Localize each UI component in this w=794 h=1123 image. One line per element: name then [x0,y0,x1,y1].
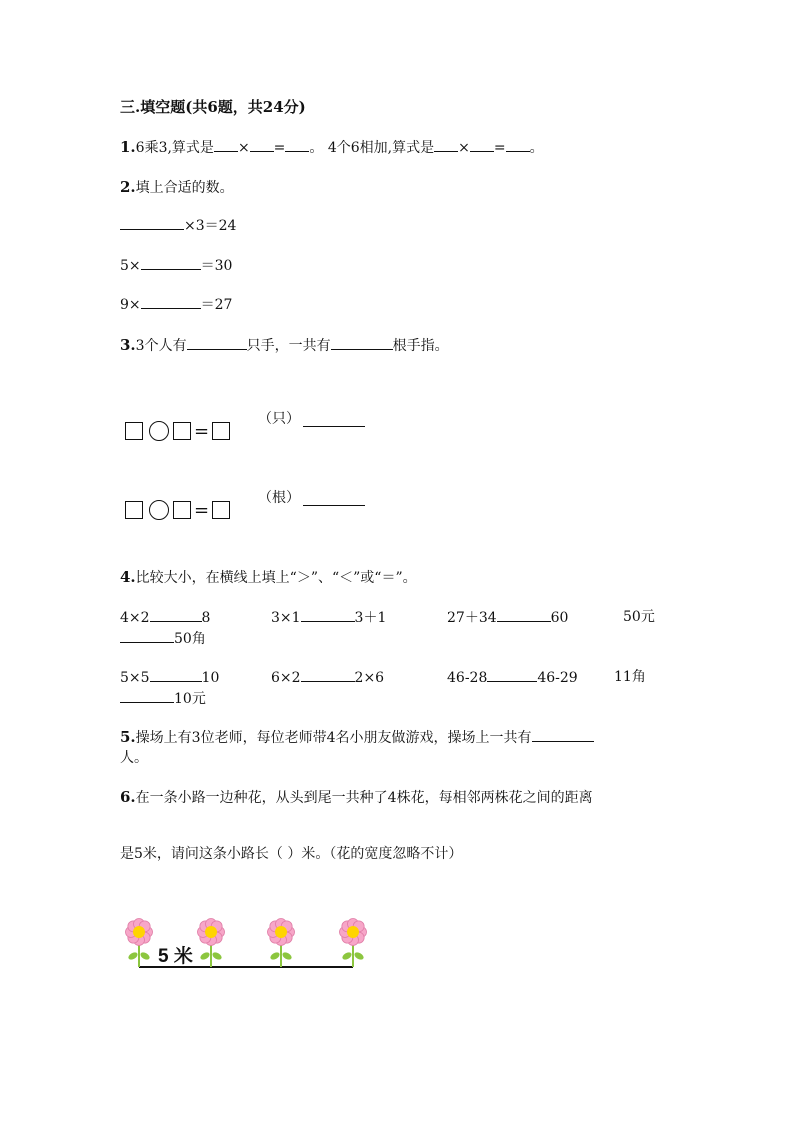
answer-blank[interactable] [250,137,274,152]
compare-left: 5×5 [120,670,150,686]
answer-box[interactable] [212,422,230,440]
q3-equation-hands [125,420,230,442]
equals-sign: = [273,140,286,156]
compare-right: 2×6 [354,670,385,686]
q2-row-3-suffix: ＝27 [200,297,233,313]
answer-line[interactable] [303,489,365,506]
answer-blank[interactable] [120,215,184,230]
equals-sign: = [194,499,210,521]
answer-blank[interactable] [120,688,174,703]
question-number: 2. [120,178,136,196]
distance-label: 5 米 [158,946,193,967]
question-1 [120,137,544,158]
compare-left: 11角 [614,669,646,685]
answer-box[interactable] [173,422,191,440]
answer-blank[interactable] [301,607,355,622]
answer-box[interactable] [173,501,191,519]
answer-line[interactable] [303,410,365,427]
compare-right: 46-29 [537,670,578,686]
q1-text-a: 6乘3,算式是 [135,140,214,156]
answer-blank[interactable] [120,628,174,643]
compare-right: 10 [201,670,220,686]
flower-icon [198,919,225,968]
q3-text-a: 3个人有 [135,338,187,354]
compare-left: 4×2 [120,610,150,626]
q2-row-2 [120,255,232,276]
q2-row-2-prefix: 5× [120,258,141,274]
compare-right: 3＋1 [354,610,387,626]
question-number: 5. [120,728,136,746]
compare-item [120,667,219,688]
q2-row-2-suffix: ＝30 [200,258,233,274]
answer-blank[interactable] [506,137,530,152]
q6-text-line-1: 在一条小路一边种花，从头到尾一共种了4株花，每相邻两株花之间的距离 [135,790,593,806]
compare-left: 50元 [623,609,655,625]
compare-right: 8 [201,610,211,626]
operator-circle[interactable] [149,500,169,520]
answer-blank[interactable] [487,667,537,682]
compare-item [271,607,386,628]
q5-text: 操场上有3位老师，每位老师带4名小朋友做游戏，操场上一共有 [135,730,532,746]
equals-sign: = [493,140,506,156]
answer-blank[interactable] [141,255,201,270]
flower-icon [126,919,153,968]
answer-box[interactable] [125,422,143,440]
answer-blank[interactable] [214,137,238,152]
flower-path-figure [118,912,378,974]
question-4 [120,567,417,588]
question-6 [120,787,593,808]
q1-text-b: 。 4个6相加,算式是 [309,140,435,156]
q6-text-line-2: 是5米，请问这条小路长（ ）米。（花的宽度忽略不计） [120,846,463,862]
compare-item [120,607,210,628]
question-2 [120,177,234,198]
unit-label-hands: （只） [258,411,300,427]
question-number: 4. [120,568,136,586]
times-sign: × [237,140,250,156]
q3-text-c: 根手指。 [392,338,449,354]
unit-label-fingers: （根） [258,490,300,506]
flower-icon [268,919,295,968]
answer-blank[interactable] [532,727,594,742]
q2-row-1-text: ×3＝24 [184,218,237,234]
question-3 [120,335,449,356]
question-5 [120,727,594,748]
answer-blank[interactable] [497,607,551,622]
compare-right: 50角 [174,631,206,647]
compare-right: 10元 [174,691,206,707]
q2-row-3-prefix: 9× [120,297,141,313]
answer-blank[interactable] [434,137,458,152]
answer-blank[interactable] [470,137,494,152]
compare-item [120,688,206,709]
operator-circle[interactable] [149,421,169,441]
compare-item [447,667,578,688]
answer-blank[interactable] [150,607,202,622]
compare-left: 6×2 [271,670,301,686]
equals-sign: = [194,420,210,442]
q3-text-b: 只手，一共有 [246,338,331,354]
compare-item [271,667,384,688]
answer-blank[interactable] [150,667,202,682]
answer-box[interactable] [125,501,143,519]
compare-left: 27＋34 [447,610,497,626]
answer-blank[interactable] [285,137,309,152]
compare-right: 60 [550,610,569,626]
question-number: 6. [120,788,136,806]
q1-text-end: 。 [529,140,544,156]
q5-text-end: 人。 [120,750,148,766]
compare-left: 3×1 [271,610,301,626]
compare-item [120,628,206,649]
compare-item [447,607,568,628]
answer-blank[interactable] [331,335,393,350]
compare-left: 46-28 [447,670,488,686]
q2-row-3 [120,294,232,315]
question-number: 3. [120,336,136,354]
q2-row-1 [120,215,236,236]
answer-blank[interactable] [141,294,201,309]
q3-equation-fingers [125,499,230,521]
q4-text: 比较大小，在横线上填上“＞”、“＜”或“＝”。 [135,570,417,586]
answer-box[interactable] [212,501,230,519]
question-number: 1. [120,138,136,156]
q2-text: 填上合适的数。 [135,180,234,196]
section-title: 三.填空题(共6题，共24分) [120,98,306,116]
answer-blank[interactable] [301,667,355,682]
times-sign: × [458,140,470,156]
flower-icon [340,919,367,968]
answer-blank[interactable] [187,335,247,350]
